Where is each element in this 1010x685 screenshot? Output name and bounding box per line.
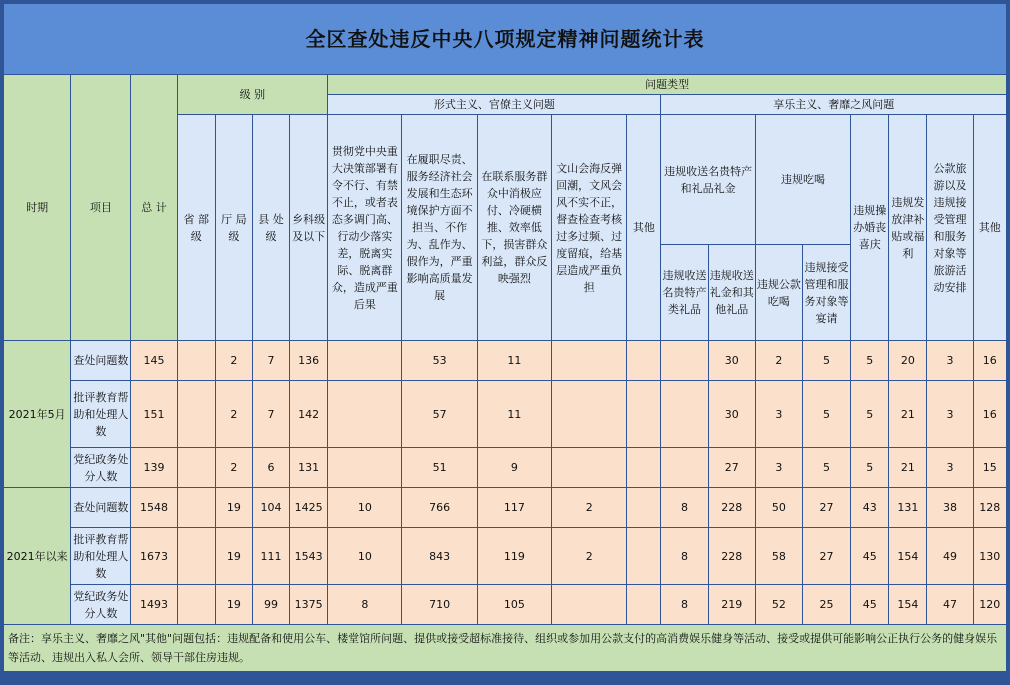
- data-cell: 38: [927, 488, 973, 528]
- hedonism-group-header: 享乐主义、奢靡之风问题: [661, 95, 1007, 115]
- data-cell: 53: [402, 341, 477, 381]
- data-cell: 15: [973, 448, 1006, 488]
- gift-col-money: 违规收送礼金和其他礼品: [708, 245, 755, 341]
- data-cell: 1425: [290, 488, 328, 528]
- formalism-col-3: 在联系服务群众中消极应付、冷硬横推、效率低下，损害群众利益，群众反映强烈: [477, 115, 551, 341]
- data-cell: [661, 448, 708, 488]
- data-cell: 8: [328, 585, 402, 625]
- data-cell: [552, 341, 627, 381]
- data-cell: 58: [755, 528, 802, 585]
- data-cell: 30: [708, 381, 755, 448]
- data-cell: [661, 341, 708, 381]
- eat-group-header: 违规吃喝: [755, 115, 850, 245]
- data-cell: [627, 488, 661, 528]
- data-cell: 119: [477, 528, 551, 585]
- data-cell: 43: [851, 488, 889, 528]
- data-cell: 2: [552, 488, 627, 528]
- data-cell: 8: [661, 488, 708, 528]
- data-cell: 7: [252, 341, 289, 381]
- data-cell: [328, 341, 402, 381]
- data-cell: 11: [477, 381, 551, 448]
- data-cell: 128: [973, 488, 1006, 528]
- data-cell: 16: [973, 381, 1006, 448]
- data-cell: 1375: [290, 585, 328, 625]
- formalism-col-1: 贯彻党中央重大决策部署有令不行、有禁不止，或者表态多调门高、行动少落实差，脱离实际、脱离群众，造成严重后果: [328, 115, 402, 341]
- data-cell: [177, 585, 215, 625]
- data-cell: [627, 528, 661, 585]
- data-cell: [177, 488, 215, 528]
- total-header: 总 计: [131, 75, 177, 341]
- formalism-col-other: 其他: [627, 115, 661, 341]
- row-item: 党纪政务处分人数: [71, 585, 131, 625]
- data-cell: [627, 341, 661, 381]
- data-cell: [661, 381, 708, 448]
- item-header: 项目: [71, 75, 131, 341]
- data-cell: 766: [402, 488, 477, 528]
- data-cell: [328, 381, 402, 448]
- formalism-col-4: 文山会海反弹回潮，文风会风不实不正，督查检查考核过多过频、过度留痕，给基层造成严重负担: [552, 115, 627, 341]
- data-cell: 27: [708, 448, 755, 488]
- row-item: 查处问题数: [71, 341, 131, 381]
- data-cell: 57: [402, 381, 477, 448]
- data-cell: 51: [402, 448, 477, 488]
- data-cell: 19: [215, 585, 252, 625]
- data-cell: 6: [252, 448, 289, 488]
- data-cell: 16: [973, 341, 1006, 381]
- data-cell: 228: [708, 488, 755, 528]
- data-cell: 2: [215, 448, 252, 488]
- data-cell: 5: [802, 448, 850, 488]
- row-item: 批评教育帮助和处理人数: [71, 528, 131, 585]
- data-cell: [627, 448, 661, 488]
- data-cell: [627, 585, 661, 625]
- data-cell: 131: [889, 488, 927, 528]
- level-col-bureau: 厅 局级: [215, 115, 252, 341]
- gift-group-header: 违规收送名贵特产和礼品礼金: [661, 115, 755, 245]
- data-cell: 136: [290, 341, 328, 381]
- hedonism-col-wedding: 违规操办婚丧喜庆: [851, 115, 889, 341]
- data-cell: 9: [477, 448, 551, 488]
- data-cell: 2: [755, 341, 802, 381]
- data-cell: 5: [851, 448, 889, 488]
- data-cell: 10: [328, 488, 402, 528]
- data-cell: 1673: [131, 528, 177, 585]
- data-cell: [552, 448, 627, 488]
- data-cell: 130: [973, 528, 1006, 585]
- period-header: 时期: [4, 75, 71, 341]
- hedonism-col-subsidy: 违规发放津补贴或福利: [889, 115, 927, 341]
- data-cell: 2: [552, 528, 627, 585]
- hedonism-col-travel: 公款旅游以及违规接受管理和服务对象等旅游活动安排: [927, 115, 973, 341]
- data-cell: [552, 381, 627, 448]
- data-cell: 219: [708, 585, 755, 625]
- row-item: 党纪政务处分人数: [71, 448, 131, 488]
- data-cell: 145: [131, 341, 177, 381]
- data-cell: 52: [755, 585, 802, 625]
- period-cell-may: 2021年5月: [4, 341, 71, 488]
- data-cell: 228: [708, 528, 755, 585]
- data-cell: 21: [889, 448, 927, 488]
- data-cell: 45: [851, 585, 889, 625]
- data-cell: 1543: [290, 528, 328, 585]
- data-cell: 2: [215, 381, 252, 448]
- data-cell: 3: [927, 448, 973, 488]
- footnote: 备注：享乐主义、奢靡之风"其他"问题包括：违规配备和使用公车、楼堂馆所问题、提供或接受超标准接待、组织或参加用公款支付的高消费娱乐健身等活动、接受或提供可能影响公正执行公务的健身娱乐等活动、违规出入私人会所、领导干部住房违规。: [4, 625, 1007, 672]
- data-cell: 3: [927, 341, 973, 381]
- data-cell: 8: [661, 528, 708, 585]
- level-group-header: 级 别: [177, 75, 328, 115]
- data-cell: [328, 448, 402, 488]
- data-cell: 154: [889, 528, 927, 585]
- data-cell: 1493: [131, 585, 177, 625]
- data-cell: 45: [851, 528, 889, 585]
- data-cell: 20: [889, 341, 927, 381]
- data-cell: 139: [131, 448, 177, 488]
- problem-type-header: 问题类型: [328, 75, 1007, 95]
- formalism-col-2: 在履职尽责、服务经济社会发展和生态环境保护方面不担当、不作为、乱作为、假作为，严重影响高质量发展: [402, 115, 477, 341]
- level-col-township: 乡科级及以下: [290, 115, 328, 341]
- data-cell: 7: [252, 381, 289, 448]
- data-cell: 19: [215, 488, 252, 528]
- data-cell: 27: [802, 488, 850, 528]
- data-cell: 131: [290, 448, 328, 488]
- data-cell: 154: [889, 585, 927, 625]
- data-cell: 99: [252, 585, 289, 625]
- data-cell: 1548: [131, 488, 177, 528]
- data-cell: 10: [328, 528, 402, 585]
- data-cell: 19: [215, 528, 252, 585]
- data-cell: 5: [851, 341, 889, 381]
- data-cell: [177, 341, 215, 381]
- page-title: 全区查处违反中央八项规定精神问题统计表: [4, 4, 1007, 75]
- data-cell: [552, 585, 627, 625]
- data-cell: 3: [927, 381, 973, 448]
- data-cell: 105: [477, 585, 551, 625]
- data-cell: 11: [477, 341, 551, 381]
- data-cell: 5: [802, 381, 850, 448]
- statistics-table: [3, 3, 1007, 672]
- data-cell: 49: [927, 528, 973, 585]
- eat-col-banquet: 违规接受管理和服务对象等宴请: [802, 245, 850, 341]
- data-cell: 25: [802, 585, 850, 625]
- data-cell: [627, 381, 661, 448]
- data-cell: 710: [402, 585, 477, 625]
- data-cell: 120: [973, 585, 1006, 625]
- data-cell: 111: [252, 528, 289, 585]
- data-cell: 104: [252, 488, 289, 528]
- data-cell: 142: [290, 381, 328, 448]
- data-cell: 5: [802, 341, 850, 381]
- data-cell: 843: [402, 528, 477, 585]
- data-cell: 50: [755, 488, 802, 528]
- level-col-county: 县 处级: [252, 115, 289, 341]
- data-cell: 30: [708, 341, 755, 381]
- gift-col-specialty: 违规收送名贵特产类礼品: [661, 245, 708, 341]
- row-item: 查处问题数: [71, 488, 131, 528]
- data-cell: 2: [215, 341, 252, 381]
- data-cell: 151: [131, 381, 177, 448]
- eat-col-public: 违规公款吃喝: [755, 245, 802, 341]
- data-cell: 3: [755, 448, 802, 488]
- data-cell: [177, 448, 215, 488]
- data-cell: 117: [477, 488, 551, 528]
- data-cell: [177, 381, 215, 448]
- hedonism-col-other: 其他: [973, 115, 1006, 341]
- data-cell: 47: [927, 585, 973, 625]
- formalism-group-header: 形式主义、官僚主义问题: [328, 95, 661, 115]
- data-cell: 8: [661, 585, 708, 625]
- period-cell-since: 2021年以来: [4, 488, 71, 625]
- data-cell: 21: [889, 381, 927, 448]
- data-cell: [177, 528, 215, 585]
- level-col-province: 省 部级: [177, 115, 215, 341]
- data-cell: 27: [802, 528, 850, 585]
- data-cell: 5: [851, 381, 889, 448]
- data-cell: 3: [755, 381, 802, 448]
- row-item: 批评教育帮助和处理人数: [71, 381, 131, 448]
